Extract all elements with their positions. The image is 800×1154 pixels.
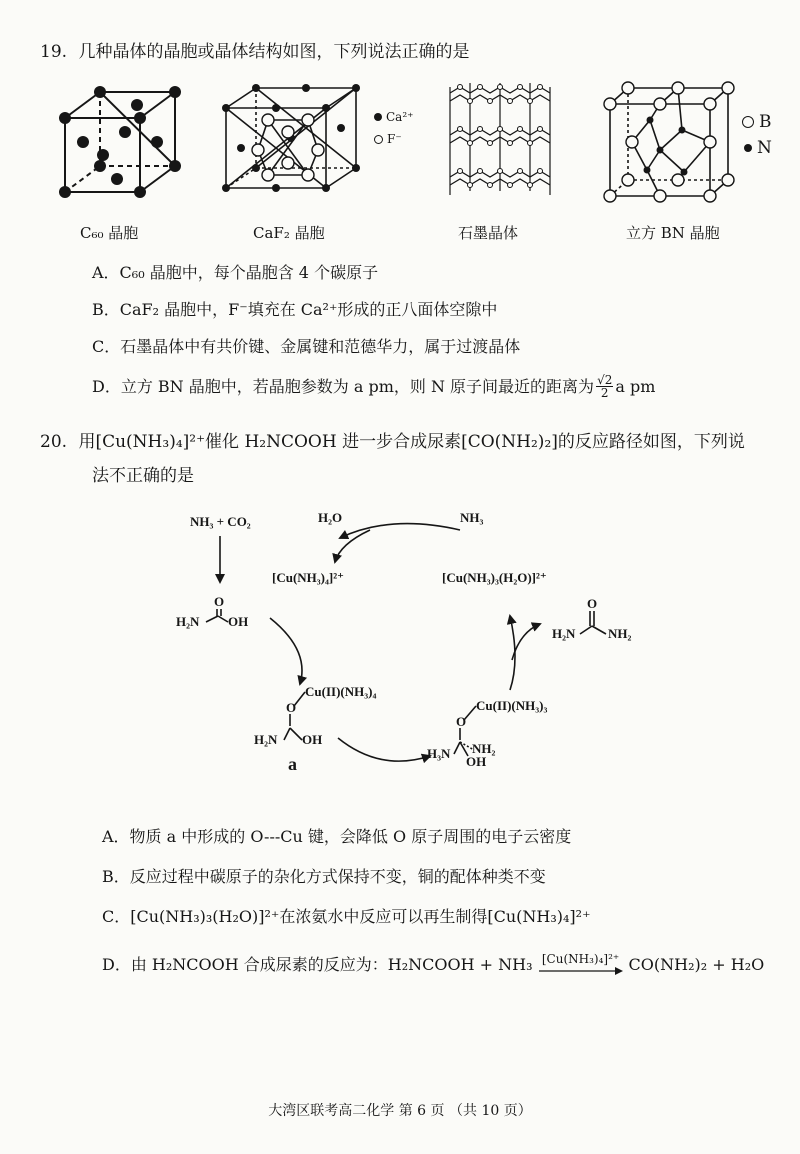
caf2-caption: CaF₂ 晶胞 <box>253 224 325 242</box>
ammonia-input-label: NH₃ <box>460 510 484 525</box>
caf2-legend <box>374 110 413 146</box>
intermediate-b-nh3: H₃N <box>427 746 451 761</box>
sqrt2-over-2-fraction <box>596 374 613 399</box>
n-atom-legend-label: N <box>757 138 772 158</box>
f-ion-legend-icon <box>374 135 383 144</box>
intermediate-a-cu: Cu(II)(NH₃)₄ <box>305 684 377 699</box>
catalyst-over-arrow: [Cu(NH₃)₄]²⁺ <box>541 952 620 966</box>
q20-option-b[interactable]: B．反应过程中碳原子的杂化方式保持不变，铜的配体种类不变 <box>102 867 546 886</box>
intermediate-b-o: O <box>456 714 467 729</box>
q20-stem-line1: 用[Cu(NH₃)₄]²⁺催化 H₂NCOOH 进一步合成尿素[CO(NH₂)₂]的反应路径如图，下列说 <box>78 432 745 452</box>
q20-option-d-reactants: D．由 H₂NCOOH 合成尿素的反应为：H₂NCOOH + NH₃ <box>102 955 533 974</box>
q20-stem-line2: 法不正确的是 <box>92 466 194 486</box>
carbamic-acid-nh2: H₂N <box>176 614 200 629</box>
q19-option-c[interactable]: C．石墨晶体中有共价键、金属键和范德华力，属于过渡晶体 <box>92 337 521 356</box>
page-footer: 大湾区联考高二化学 第 6 页 （共 10 页） <box>268 1103 532 1119</box>
q19-option-d-unit: a pm <box>615 376 656 396</box>
q19-stem: 几种晶体的晶胞或晶体结构如图，下列说法正确的是 <box>78 42 470 62</box>
q19-heading <box>40 40 469 64</box>
q20-option-c[interactable]: C．[Cu(NH₃)₃(H₂O)]²⁺在浓氨水中反应可以再生制得[Cu(NH₃)₄]²⁺ <box>102 907 591 926</box>
reaction-cycle-diagram <box>160 500 680 790</box>
catalyst-complex-label: [Cu(NH₃)₄]²⁺ <box>272 570 344 585</box>
q20-heading <box>40 430 745 454</box>
ca-ion-legend-label: Ca²⁺ <box>386 110 414 124</box>
q20-number: 20. <box>40 432 68 452</box>
water-product-label: H₂O <box>318 510 343 525</box>
intermediate-b-oh: OH <box>466 754 487 769</box>
catalyzed-reaction-arrow <box>539 952 623 976</box>
q20-option-d-products: CO(NH₂)₂ + H₂O <box>628 955 765 974</box>
bn-caption: 立方 BN 晶胞 <box>626 224 720 242</box>
urea-nh2-right: NH₂ <box>608 626 632 641</box>
b-atom-legend-icon <box>742 116 754 128</box>
intermediate-a-nh2: H₂N <box>254 732 278 747</box>
f-ion-legend-label: F⁻ <box>387 132 402 146</box>
intermediate-a-oh: OH <box>302 732 323 747</box>
carbamic-acid-o: O <box>214 594 225 609</box>
aqua-complex-label: [Cu(NH₃)₃(H₂O)]²⁺ <box>442 570 547 585</box>
fraction-numerator: √2 <box>597 373 613 387</box>
c60-caption: C₆₀ 晶胞 <box>80 224 139 242</box>
intermediate-a-o: O <box>286 700 297 715</box>
right-arrow-icon <box>539 966 623 976</box>
q19-option-a[interactable]: A．C₆₀ 晶胞中，每个晶胞含 4 个碳原子 <box>92 263 379 282</box>
n-atom-legend-icon <box>744 144 752 152</box>
fraction-denominator: 2 <box>600 386 609 400</box>
intermediate-b-nh2: NH₂ <box>472 741 496 756</box>
intermediate-a-label: a <box>288 754 297 774</box>
ca-ion-legend-icon <box>374 113 382 121</box>
carbamic-acid-oh: OH <box>228 614 249 629</box>
q19-number: 19. <box>40 42 68 62</box>
q20-option-a[interactable]: A．物质 a 中形成的 O---Cu 键，会降低 O 原子周围的电子云密度 <box>102 827 572 846</box>
bn-legend <box>742 112 772 158</box>
urea-o: O <box>587 596 598 611</box>
bn-unit-cell-figure <box>602 80 737 205</box>
reactants-label: NH₃ + CO₂ <box>190 514 251 529</box>
q19-option-d-text: D．立方 BN 晶胞中，若晶胞参数为 a pm，则 N 原子间最近的距离为 <box>92 376 595 396</box>
graphite-structure-figure <box>440 75 560 205</box>
q20-option-d[interactable] <box>102 952 764 976</box>
graphite-caption: 石墨晶体 <box>458 224 519 242</box>
urea-nh2-left: H₂N <box>552 626 576 641</box>
caf2-unit-cell-figure <box>218 80 368 195</box>
intermediate-b-cu: Cu(II)(NH₃)₃ <box>476 698 548 713</box>
q19-option-b[interactable]: B．CaF₂ 晶胞中，F⁻填充在 Ca²⁺形成的正八面体空隙中 <box>92 300 498 319</box>
q19-option-d[interactable] <box>92 374 655 399</box>
c60-unit-cell-figure <box>55 80 190 205</box>
b-atom-legend-label: B <box>759 112 772 132</box>
